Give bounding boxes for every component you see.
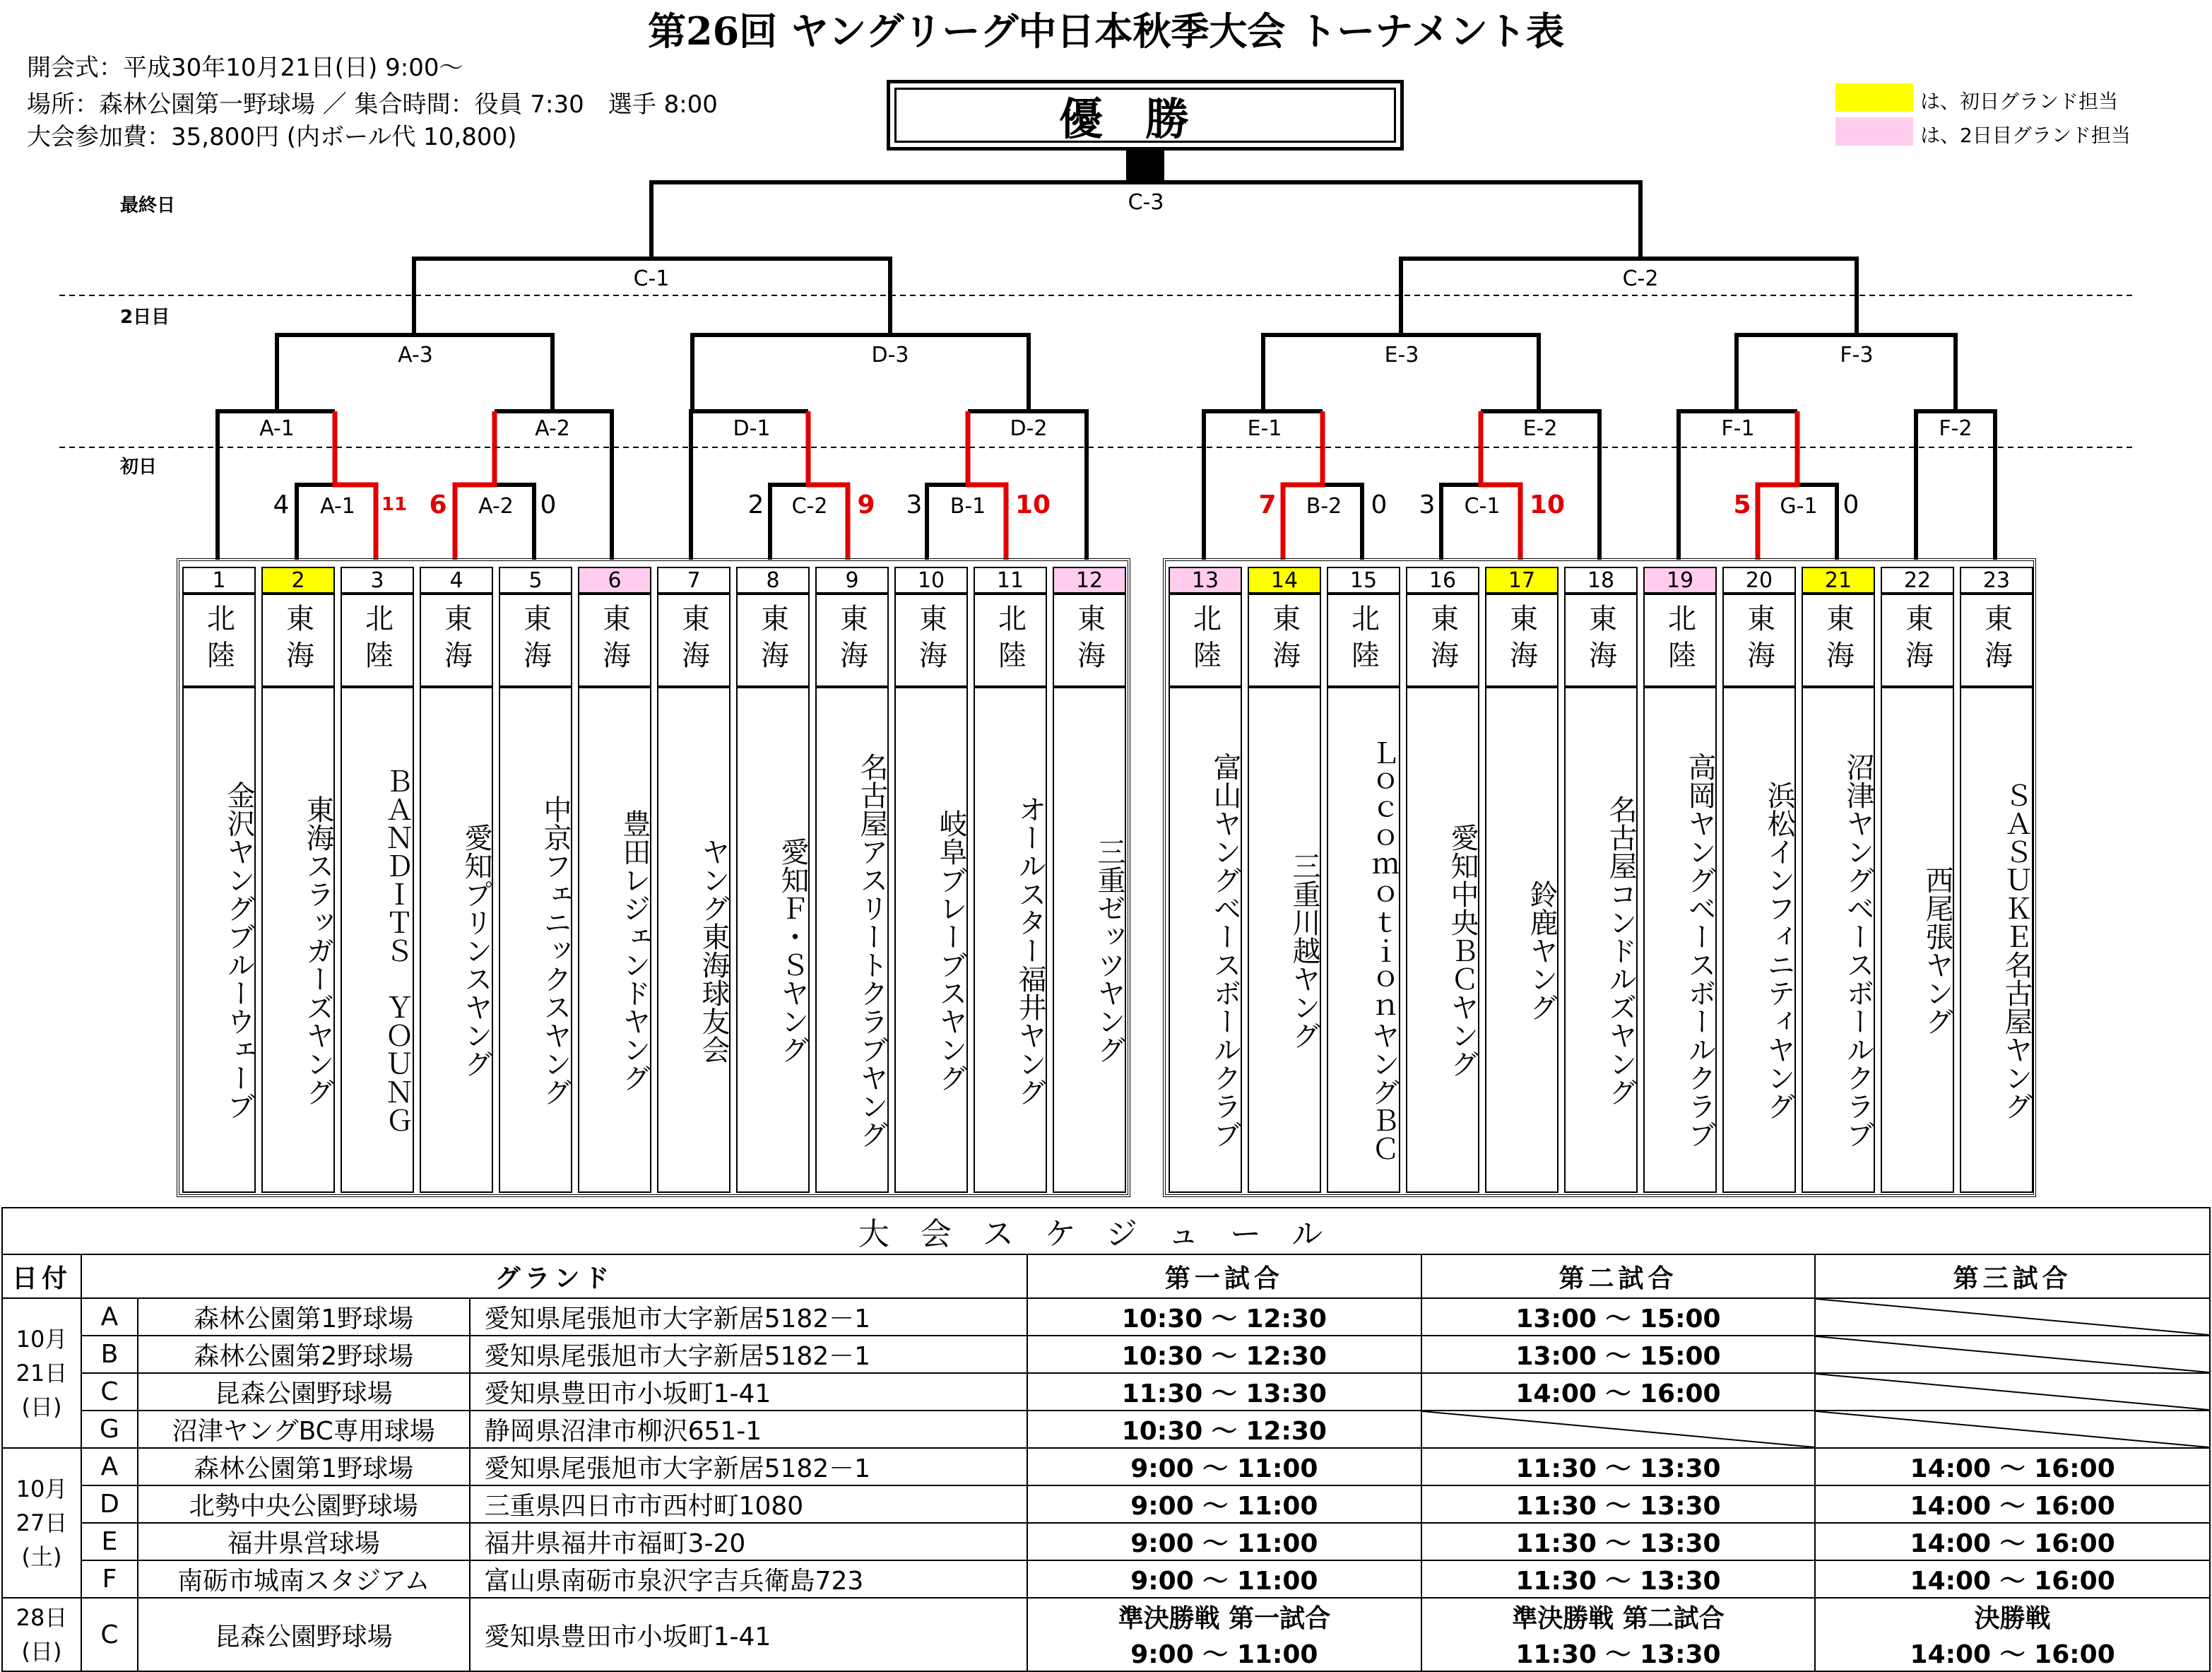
ground-address: 富山県南砺市泉沢字吉兵衛島723 xyxy=(470,1560,1027,1598)
team-number: 2 xyxy=(261,567,335,594)
team-name: 富山ヤングベースボールクラブ xyxy=(1169,687,1242,1193)
day-label-day1: 初日 xyxy=(120,457,158,478)
ground-address: 静岡県沼津市柳沢651-1 xyxy=(470,1411,1027,1448)
match-c2-r1: C-2 xyxy=(791,494,828,519)
score-a2-right: 0 xyxy=(540,490,557,519)
header-game1: 第一試合 xyxy=(1027,1254,1421,1298)
score-c2-left: 2 xyxy=(747,490,764,519)
team-name: 西尾張ヤング xyxy=(1881,687,1954,1193)
score-b2-right: 0 xyxy=(1371,490,1388,519)
ground-code: C xyxy=(81,1598,138,1671)
no-game-cell xyxy=(1815,1373,2210,1411)
match-d3: D-3 xyxy=(871,343,909,367)
team-region: 東海 xyxy=(736,594,810,687)
game1-time: 10:30 ～ 12:30 xyxy=(1027,1298,1421,1336)
game2-cell xyxy=(1421,1598,1816,1671)
team-region: 北陸 xyxy=(341,594,414,687)
no-game-cell xyxy=(1815,1298,2210,1336)
ground-name: 森林公園第1野球場 xyxy=(138,1298,470,1336)
game1-time: 9:00 ～ 11:00 xyxy=(1027,1560,1421,1598)
game2-time: 13:00 ～ 15:00 xyxy=(1421,1298,1816,1336)
team-column xyxy=(1640,561,1720,1200)
game1-time: 9:00 ～ 11:00 xyxy=(1027,1448,1421,1485)
ground-code: E xyxy=(81,1523,138,1560)
game1-time: 10:30 ～ 12:30 xyxy=(1027,1411,1421,1448)
game1-time: 9:00 ～ 11:00 xyxy=(1027,1485,1421,1523)
team-name: 浜松インフィニティヤング xyxy=(1722,687,1796,1193)
team-number: 15 xyxy=(1327,567,1400,594)
team-region: 北陸 xyxy=(1643,594,1717,687)
match-c1-r1: C-1 xyxy=(1464,494,1501,519)
date-line: 21日 xyxy=(16,1360,68,1387)
fee-info: 大会参加費：35,800円 (内ボール代 10,800) xyxy=(27,123,517,151)
team-name: 三重ゼッツヤング xyxy=(1053,687,1126,1193)
game3-time: 14:00 ～ 16:00 xyxy=(1815,1448,2210,1485)
team-number: 23 xyxy=(1960,567,2033,594)
team-column xyxy=(1799,561,1878,1200)
ground-code: G xyxy=(81,1411,138,1448)
team-name: ＳＡＳＵＫＥ名古屋ヤング xyxy=(1960,687,2033,1193)
game2-time: 11:30 ～ 13:30 xyxy=(1421,1485,1816,1523)
team-number: 16 xyxy=(1406,567,1479,594)
header-game2: 第二試合 xyxy=(1421,1254,1816,1298)
team-region: 東海 xyxy=(1053,594,1126,687)
match-e2: E-2 xyxy=(1522,416,1558,441)
team-number: 3 xyxy=(341,567,414,594)
team-region: 東海 xyxy=(499,594,572,687)
game2-time: 11:30 ～ 13:30 xyxy=(1421,1560,1816,1598)
ground-name: 福井県営球場 xyxy=(138,1523,470,1560)
date-cell xyxy=(2,1298,81,1448)
match-d2: D-2 xyxy=(1010,416,1048,441)
team-region: 東海 xyxy=(261,594,335,687)
match-c1: C-1 xyxy=(633,266,670,291)
score-b2-left: 7 xyxy=(1258,490,1277,519)
date-line: 10月 xyxy=(16,1326,68,1353)
ground-address: 愛知県豊田市小坂町1-41 xyxy=(470,1373,1027,1411)
team-column xyxy=(338,561,417,1200)
game-round-label: 決勝戦 xyxy=(1974,1604,2051,1633)
team-name: 愛知プリンスヤング xyxy=(420,687,493,1193)
schedule-row xyxy=(2,1411,2210,1448)
team-number: 8 xyxy=(736,567,810,594)
score-a2-left: 6 xyxy=(429,490,447,519)
team-name: 名古屋コンドルズヤング xyxy=(1564,687,1638,1193)
schedule-row xyxy=(2,1298,2210,1336)
date-cell xyxy=(2,1598,81,1671)
match-b1-r1: B-1 xyxy=(950,494,986,519)
match-f1: F-1 xyxy=(1721,416,1755,441)
schedule-table xyxy=(1,1207,2211,1672)
team-region: 東海 xyxy=(1960,594,2033,687)
game3-time: 14:00 ～ 16:00 xyxy=(1815,1560,2210,1598)
team-region: 東海 xyxy=(894,594,968,687)
team-column xyxy=(496,561,575,1200)
match-c3: C-3 xyxy=(1128,190,1164,215)
game1-cell xyxy=(1027,1598,1421,1671)
opening-ceremony-info: 開会式：平成30年10月21日(日) 9:00～ xyxy=(27,54,463,82)
ground-address: 愛知県尾張旭市大字新居5182－1 xyxy=(470,1298,1027,1336)
game2-time: 14:00 ～ 16:00 xyxy=(1421,1373,1816,1411)
team-column xyxy=(1720,561,1799,1200)
team-region: 北陸 xyxy=(1327,594,1400,687)
team-number: 21 xyxy=(1802,567,1875,594)
no-game-cell xyxy=(1815,1411,2210,1448)
team-column xyxy=(971,561,1050,1200)
game3-time: 14:00 ～ 16:00 xyxy=(1815,1523,2210,1560)
ground-code: B xyxy=(81,1336,138,1373)
schedule-row xyxy=(2,1448,2210,1485)
team-name: 中京フェニックスヤング xyxy=(499,687,572,1193)
team-column xyxy=(1245,561,1324,1200)
team-region: 東海 xyxy=(1406,594,1479,687)
team-number: 5 xyxy=(499,567,572,594)
schedule-row xyxy=(2,1598,2210,1671)
team-number: 12 xyxy=(1053,567,1126,594)
ground-code: A xyxy=(81,1448,138,1485)
team-column xyxy=(1561,561,1640,1200)
date-cell xyxy=(2,1448,81,1598)
score-b1-left: 3 xyxy=(906,490,923,519)
match-a2-r2: A-2 xyxy=(535,416,570,441)
team-column xyxy=(1482,561,1561,1200)
game3-time: 14:00 ～ 16:00 xyxy=(1815,1485,2210,1523)
schedule-row xyxy=(2,1336,2210,1373)
schedule-row xyxy=(2,1560,2210,1598)
score-g1-right: 0 xyxy=(1843,490,1859,519)
team-name: 東海スラッガーズヤング xyxy=(261,687,335,1193)
match-f2: F-2 xyxy=(1939,416,1973,441)
team-number: 11 xyxy=(974,567,1047,594)
page-title: 第26回 ヤングリーグ中日本秋季大会 トーナメント表 xyxy=(648,8,1564,54)
team-name: オールスター福井ヤング xyxy=(974,687,1047,1193)
team-number: 22 xyxy=(1881,567,1954,594)
ground-name: 昆森公園野球場 xyxy=(138,1373,470,1411)
ground-code: F xyxy=(81,1560,138,1598)
day-label-day2: 2日目 xyxy=(120,307,170,328)
ground-address: 愛知県豊田市小坂町1-41 xyxy=(470,1598,1027,1671)
game-time: 11:30 ～ 13:30 xyxy=(1515,1640,1721,1669)
schedule-title: 大会スケジュール xyxy=(2,1208,2210,1254)
date-line: 27日 xyxy=(16,1509,68,1536)
team-region: 東海 xyxy=(1485,594,1559,687)
match-f3: F-3 xyxy=(1840,343,1874,367)
team-name: 愛知中央ＢＣヤング xyxy=(1406,687,1479,1193)
team-number: 6 xyxy=(578,567,651,594)
team-name: 金沢ヤングブルーウェーブ xyxy=(182,687,256,1193)
match-a1-r1: A-1 xyxy=(320,494,355,519)
ground-code: A xyxy=(81,1298,138,1336)
final-connector xyxy=(1126,151,1164,182)
ground-name: 北勢中央公園野球場 xyxy=(138,1485,470,1523)
team-region: 東海 xyxy=(1564,594,1638,687)
game1-time: 9:00 ～ 11:00 xyxy=(1027,1523,1421,1560)
game-round-label: 準決勝戦 第一試合 xyxy=(1118,1604,1331,1633)
game2-time: 11:30 ～ 13:30 xyxy=(1421,1448,1816,1485)
date-line: (土) xyxy=(21,1543,62,1570)
team-panel-right xyxy=(1163,558,2036,1197)
team-name: 鈴鹿ヤング xyxy=(1485,687,1559,1193)
team-number: 7 xyxy=(657,567,731,594)
team-number: 1 xyxy=(182,567,256,594)
team-column xyxy=(1878,561,1957,1200)
team-number: 17 xyxy=(1485,567,1559,594)
score-a1-right: 11 xyxy=(381,494,408,515)
match-d1: D-1 xyxy=(733,416,771,441)
team-region: 東海 xyxy=(1722,594,1796,687)
schedule-row xyxy=(2,1523,2210,1560)
match-g1-r1: G-1 xyxy=(1780,494,1818,519)
team-number: 19 xyxy=(1643,567,1717,594)
team-name: 三重川越ヤング xyxy=(1248,687,1321,1193)
ground-name: 沼津ヤングBC専用球場 xyxy=(138,1411,470,1448)
ground-name: 森林公園第1野球場 xyxy=(138,1448,470,1485)
score-c2-right: 9 xyxy=(857,490,875,519)
match-e3: E-3 xyxy=(1384,343,1419,367)
team-region: 東海 xyxy=(420,594,493,687)
ground-name: 昆森公園野球場 xyxy=(138,1598,470,1671)
team-column xyxy=(812,561,892,1200)
team-region: 北陸 xyxy=(1169,594,1242,687)
team-panel-left xyxy=(177,558,1130,1197)
no-game-cell xyxy=(1815,1336,2210,1373)
team-column xyxy=(575,561,654,1200)
team-number: 10 xyxy=(894,567,968,594)
team-number: 9 xyxy=(815,567,889,594)
ground-name: 南砺市城南スタジアム xyxy=(138,1560,470,1598)
header-game3: 第三試合 xyxy=(1815,1254,2210,1298)
match-e1: E-1 xyxy=(1247,416,1282,441)
game-round-label: 準決勝戦 第二試合 xyxy=(1512,1604,1725,1633)
team-column xyxy=(179,561,259,1200)
ground-address: 福井県福井市福町3-20 xyxy=(470,1523,1027,1560)
venue-info: 場所：森林公園第一野球場 ／ 集合時間：役員 7:30 選手 8:00 xyxy=(27,90,718,119)
game-time: 9:00 ～ 11:00 xyxy=(1130,1640,1318,1669)
champion-label: 優勝 xyxy=(894,88,1396,143)
team-number: 14 xyxy=(1248,567,1321,594)
team-name: 岐阜ブレーブスヤング xyxy=(894,687,968,1193)
game1-time: 10:30 ～ 12:30 xyxy=(1027,1336,1421,1373)
ground-address: 愛知県尾張旭市大字新居5182－1 xyxy=(470,1448,1027,1485)
score-a1-left: 4 xyxy=(273,490,290,519)
team-region: 東海 xyxy=(578,594,651,687)
team-name: ＬｏｃｏｍｏｔｉｏｎヤングＢＣ xyxy=(1327,687,1400,1193)
team-region: 東海 xyxy=(1248,594,1321,687)
date-line: (日) xyxy=(21,1638,62,1665)
score-c1-left: 3 xyxy=(1419,490,1436,519)
ground-code: D xyxy=(81,1485,138,1523)
team-column xyxy=(892,561,971,1200)
day-label-final: 最終日 xyxy=(120,195,176,216)
ground-address: 三重県四日市市西村町1080 xyxy=(470,1485,1027,1523)
game-time: 14:00 ～ 16:00 xyxy=(1910,1640,2115,1669)
schedule-row xyxy=(2,1485,2210,1523)
team-number: 13 xyxy=(1169,567,1242,594)
match-a1-r2: A-1 xyxy=(259,416,295,441)
date-line: 10月 xyxy=(16,1476,68,1502)
game2-time: 11:30 ～ 13:30 xyxy=(1421,1523,1816,1560)
game2-time: 13:00 ～ 15:00 xyxy=(1421,1336,1816,1373)
team-name: 沼津ヤングベースボールクラブ xyxy=(1802,687,1875,1193)
game1-time: 11:30 ～ 13:30 xyxy=(1027,1373,1421,1411)
team-name: 高岡ヤングベースボールクラブ xyxy=(1643,687,1717,1193)
team-column xyxy=(1050,561,1129,1200)
team-number: 20 xyxy=(1722,567,1796,594)
ground-address: 愛知県尾張旭市大字新居5182－1 xyxy=(470,1336,1027,1373)
team-region: 東海 xyxy=(657,594,731,687)
team-column xyxy=(1403,561,1482,1200)
date-line: 28日 xyxy=(16,1604,68,1631)
team-column xyxy=(1166,561,1245,1200)
game3-cell xyxy=(1815,1598,2210,1671)
match-a2-r1: A-2 xyxy=(478,494,514,519)
score-c1-right: 10 xyxy=(1529,490,1566,519)
team-name: ヤング東海球友会 xyxy=(657,687,731,1193)
ground-name: 森林公園第2野球場 xyxy=(138,1336,470,1373)
team-name: 豊田レジェンドヤング xyxy=(578,687,651,1193)
legend-pink-text: は、2日目グランド担当 xyxy=(1920,124,2131,147)
schedule-row xyxy=(2,1373,2210,1411)
team-region: 東海 xyxy=(815,594,889,687)
match-a3: A-3 xyxy=(398,343,433,367)
match-c2: C-2 xyxy=(1622,266,1659,291)
team-column xyxy=(417,561,496,1200)
no-game-cell xyxy=(1421,1411,1816,1448)
team-column xyxy=(259,561,338,1200)
team-name: 名古屋アスリートクラブヤング xyxy=(815,687,889,1193)
team-number: 4 xyxy=(420,567,493,594)
team-region: 東海 xyxy=(1881,594,1954,687)
team-column xyxy=(1957,561,2036,1200)
header-date: 日付 xyxy=(2,1254,81,1298)
team-column xyxy=(733,561,812,1200)
date-line: (日) xyxy=(21,1394,62,1420)
team-region: 北陸 xyxy=(182,594,256,687)
tournament-bracket xyxy=(0,0,2212,565)
legend-yellow-text: は、初日グランド担当 xyxy=(1920,90,2119,113)
ground-code: C xyxy=(81,1373,138,1411)
score-b1-right: 10 xyxy=(1015,490,1051,519)
header-ground: グランド xyxy=(81,1254,1027,1298)
team-region: 北陸 xyxy=(974,594,1047,687)
team-number: 18 xyxy=(1564,567,1638,594)
match-b2-r1: B-2 xyxy=(1306,494,1342,519)
team-column xyxy=(654,561,733,1200)
team-name: 愛知Ｆ・Ｓヤング xyxy=(736,687,810,1193)
score-g1-left: 5 xyxy=(1733,490,1751,519)
team-column xyxy=(1324,561,1403,1200)
team-name: ＢＡＮＤＩＴＳ ＹＯＵＮＧ xyxy=(341,687,414,1193)
team-region: 東海 xyxy=(1802,594,1875,687)
